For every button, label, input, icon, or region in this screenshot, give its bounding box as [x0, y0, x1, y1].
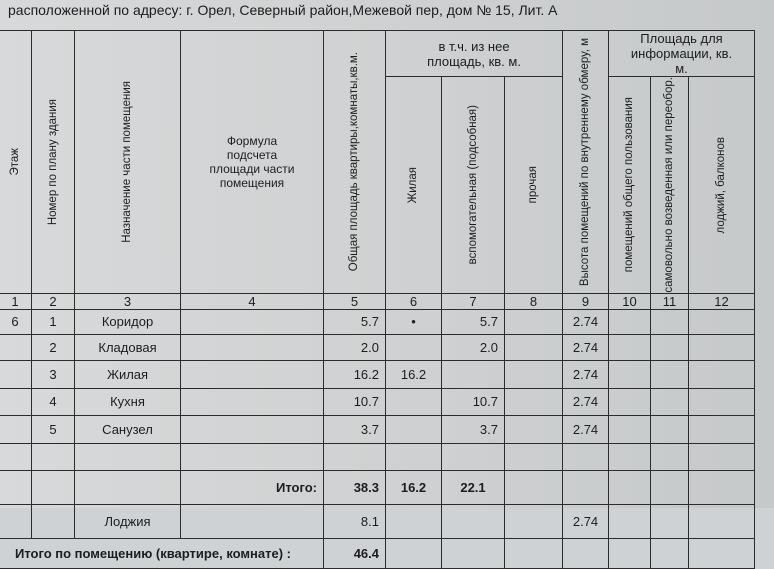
living-area — [386, 334, 442, 360]
table-row — [0, 360, 755, 388]
room-name: Жилая — [75, 360, 181, 388]
header-including: в т.ч. из нее площадь, кв. м. — [386, 31, 563, 77]
living-area: 16.2 — [386, 360, 442, 388]
total-area: 3.7 — [324, 415, 386, 443]
room-number: 3 — [32, 360, 75, 388]
subtotal-row — [0, 470, 755, 504]
header-plan-number: Номер по плану здания — [32, 31, 75, 294]
table-row — [0, 388, 755, 415]
height: 2.74 — [563, 360, 609, 388]
col-number: 10 — [609, 293, 651, 309]
col-number: 2 — [32, 293, 75, 309]
col-number: 12 — [689, 293, 755, 309]
aux-area: 2.0 — [442, 334, 505, 360]
total-area: 16.2 — [324, 360, 386, 388]
header-purpose: Назначение части помещения — [75, 31, 181, 294]
col-number: 1 — [0, 293, 32, 309]
col-number: 7 — [442, 293, 505, 309]
header-other: прочая — [505, 77, 563, 294]
grand-total-row — [0, 538, 755, 568]
room-name: Коридор — [75, 309, 181, 334]
loggia-row — [0, 504, 755, 538]
col-number: 5 — [324, 293, 386, 309]
subtotal-label: Итого: — [181, 470, 324, 504]
header-loggia-balcony: лоджий, балконов — [689, 77, 755, 294]
grand-total-label: Итого по помещению (квартире, комнате) : — [0, 538, 324, 568]
col-number: 11 — [651, 293, 689, 309]
room-number: 2 — [32, 334, 75, 360]
loggia-total: 8.1 — [324, 504, 386, 538]
room-name: Кухня — [75, 388, 181, 415]
header-formula: Формула подсчета площади части помещения — [181, 31, 324, 294]
floor-cell: 6 — [0, 309, 32, 334]
room-number: 4 — [32, 388, 75, 415]
col-number: 9 — [563, 293, 609, 309]
living-area — [386, 415, 442, 443]
room-name: Санузел — [75, 415, 181, 443]
aux-area — [442, 360, 505, 388]
living-area — [386, 388, 442, 415]
room-number: 5 — [32, 415, 75, 443]
height: 2.74 — [563, 309, 609, 334]
height: 2.74 — [563, 334, 609, 360]
aux-area: 10.7 — [442, 388, 505, 415]
header-height: Высота помещений по внутреннему обмеру, м — [563, 31, 609, 294]
col-number: 8 — [505, 293, 563, 309]
address-caption: расположенной по адресу: г. Орел, Северный район,Межевой пер, дом № 15, Лит. А — [8, 2, 558, 18]
total-area: 5.7 — [324, 309, 386, 334]
table-row — [0, 309, 755, 334]
room-explication-table — [0, 30, 755, 569]
header-auxiliary: вспомогательная (подсобная) — [442, 77, 505, 294]
table-row — [0, 334, 755, 360]
header-living: Жилая — [386, 77, 442, 294]
header-floor: Этаж — [0, 31, 32, 294]
room-name: Кладовая — [75, 334, 181, 360]
header-unauthorized: самовольно возведенная или переобор. — [651, 77, 689, 294]
height: 2.74 — [563, 388, 609, 415]
loggia-height: 2.74 — [563, 504, 609, 538]
header-total-area: Общая площадь квартиры,комнаты,кв.м. — [324, 31, 386, 294]
col-number: 6 — [386, 293, 442, 309]
aux-area: 3.7 — [442, 415, 505, 443]
loggia-name: Лоджия — [75, 504, 181, 538]
subtotal-aux: 22.1 — [442, 470, 505, 504]
subtotal-living: 16.2 — [386, 470, 442, 504]
room-number: 1 — [32, 309, 75, 334]
subtotal-total: 38.3 — [324, 470, 386, 504]
total-area: 2.0 — [324, 334, 386, 360]
header-common-use: помещений общего пользования — [609, 77, 651, 294]
height: 2.74 — [563, 415, 609, 443]
table-row — [0, 415, 755, 443]
table-row-empty — [0, 443, 755, 470]
living-area: • — [386, 309, 442, 334]
total-area: 10.7 — [324, 388, 386, 415]
col-number: 3 — [75, 293, 181, 309]
grand-total-value: 46.4 — [324, 538, 386, 568]
aux-area: 5.7 — [442, 309, 505, 334]
col-number: 4 — [181, 293, 324, 309]
header-info-area: Площадь для информации, кв. м. — [609, 31, 755, 77]
